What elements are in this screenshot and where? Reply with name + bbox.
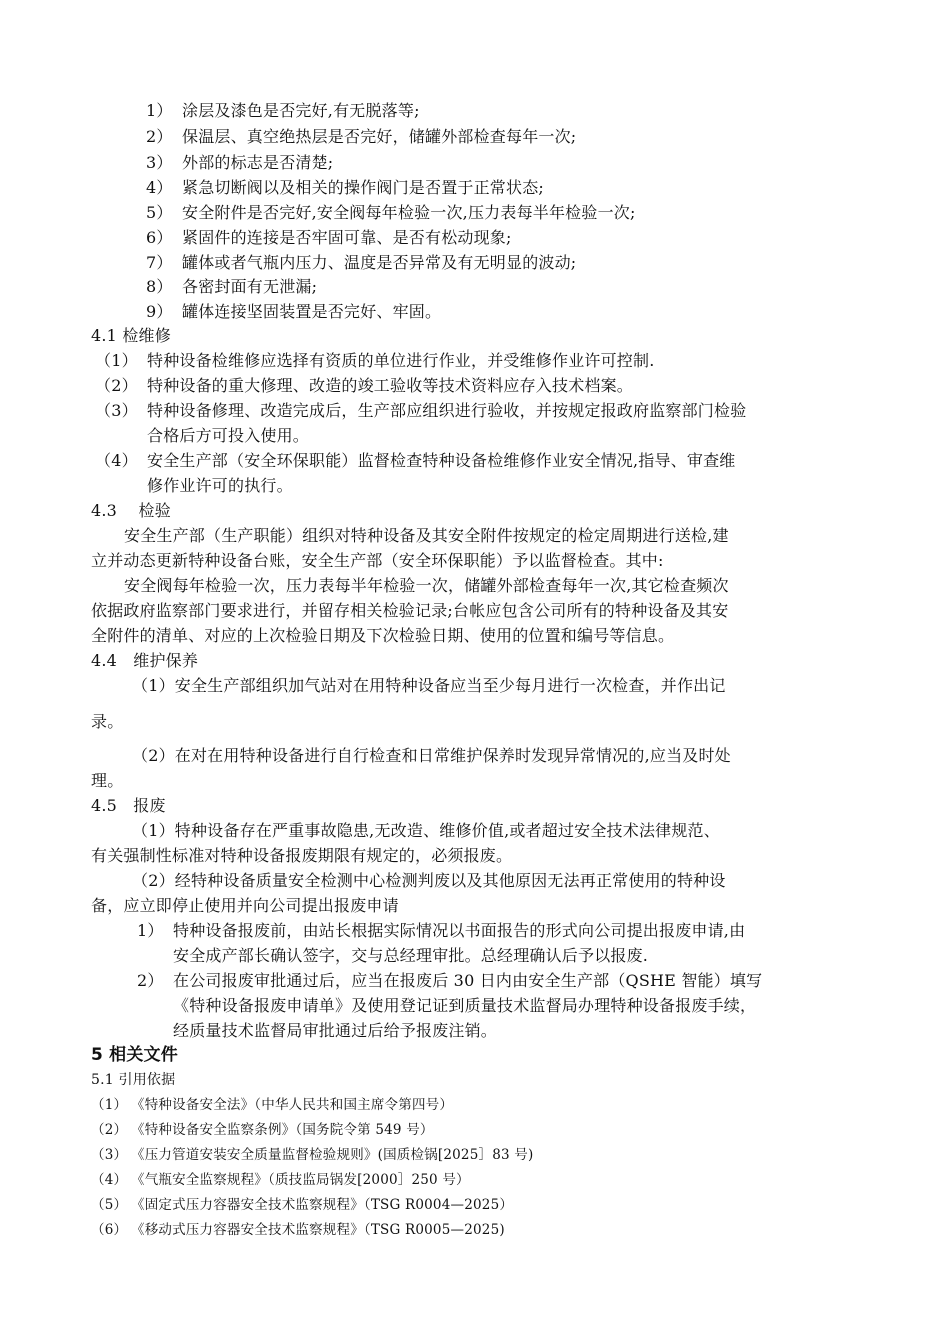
list-item: 2） 保温层、真空绝热层是否完好，储罐外部检查每年一次; <box>146 127 577 146</box>
section-heading: 5 相关文件 <box>91 1045 178 1065</box>
paragraph-line: 理。 <box>91 771 124 790</box>
reference-item: （4） 《气瓶安全监察规程》（质技监局锅发[2000］250 号） <box>91 1172 470 1188</box>
list-item-continuation: 安全成产部长确认签字，交与总经理审批。总经理确认后予以报废. <box>173 946 649 965</box>
list-item: 1） 涂层及漆色是否完好,有无脱落等; <box>146 101 420 120</box>
list-item: 8） 各密封面有无泄漏; <box>146 277 318 296</box>
list-item: （1） 特种设备检维修应选择有资质的单位进行作业，并受维修作业许可控制. <box>95 351 655 370</box>
paragraph-line: （2）经特种设备质量安全检测中心检测判废以及其他原因无法再正常使用的特种设 <box>132 871 726 890</box>
list-item-continuation: 经质量技术监督局审批通过后给予报废注销。 <box>173 1021 498 1040</box>
paragraph-line: （2）在对在用特种设备进行自行检查和日常维护保养时发现异常情况的,应当及时处 <box>132 746 731 765</box>
list-item: 4） 紧急切断阀以及相关的操作阀门是否置于正常状态; <box>146 178 544 197</box>
sub-heading: 5.1 引用依据 <box>91 1072 176 1088</box>
paragraph-line: 录。 <box>91 712 124 731</box>
list-item: 7） 罐体或者气瓶内压力、温度是否异常及有无明显的波动; <box>146 253 577 272</box>
list-item: 2） 在公司报废审批通过后，应当在报废后 30 日内由安全生产部（QSHE 智能）填写 <box>137 971 763 990</box>
paragraph-line: 安全生产部（生产职能）组织对特种设备及其安全附件按规定的检定周期进行送检,建 <box>124 526 729 545</box>
paragraph-line: 依据政府监察部门要求进行，并留存相关检验记录;台帐应包含公司所有的特种设备及其安 <box>91 601 729 620</box>
reference-item: （6） 《移动式压力容器安全技术监察规程》（TSG R0005—2025) <box>91 1222 505 1238</box>
list-item: 9） 罐体连接坚固装置是否完好、牢固。 <box>146 302 442 321</box>
list-item-continuation: 《特种设备报废申请单》及使用登记证到质量技术监督局办理特种设备报废手续， <box>173 996 757 1015</box>
list-item: （2） 特种设备的重大修理、改造的竣工验收等技术资料应存入技术档案。 <box>95 376 634 395</box>
paragraph-line: 安全阀每年检验一次，压力表每半年检验一次，储罐外部检查每年一次,其它检查频次 <box>124 576 729 595</box>
list-item: 3） 外部的标志是否清楚; <box>146 153 334 172</box>
paragraph-line: （1）安全生产部组织加气站对在用特种设备应当至少每月进行一次检查，并作出记 <box>132 676 726 695</box>
section-heading: 4.5 报废 <box>91 796 166 815</box>
list-item-continuation: 合格后方可投入使用。 <box>147 426 310 445</box>
reference-item: （5） 《固定式压力容器安全技术监察规程》（TSG R0004—2025） <box>91 1197 514 1213</box>
paragraph-line: 备，应立即停止使用并向公司提出报废申请 <box>91 896 399 915</box>
paragraph-line: 全附件的清单、对应的上次检验日期及下次检验日期、使用的位置和编号等信息。 <box>91 626 675 645</box>
paragraph-line: 立并动态更新特种设备台账，安全生产部（安全环保职能）予以监督检查。其中: <box>91 551 664 570</box>
paragraph-line: 有关强制性标准对特种设备报废期限有规定的，必须报废。 <box>91 846 513 865</box>
list-item: （4） 安全生产部（安全环保职能）监督检查特种设备检维修作业安全情况,指导、审查维 <box>95 451 736 470</box>
section-heading: 4.1 检维修 <box>91 326 171 345</box>
reference-item: （2） 《特种设备安全监察条例》（国务院令第 549 号） <box>91 1122 434 1138</box>
reference-item: （3） 《压力管道安装安全质量监督检验规则》(国质检锅[2025］83 号) <box>91 1147 534 1163</box>
list-item: 1） 特种设备报废前，由站长根据实际情况以书面报告的形式向公司提出报废申请,由 <box>137 921 746 940</box>
list-item: 6） 紧固件的连接是否牢固可靠、是否有松动现象; <box>146 228 512 247</box>
list-item: 5） 安全附件是否完好,安全阀每年检验一次,压力表每半年检验一次; <box>146 203 636 222</box>
list-item-continuation: 修作业许可的执行。 <box>147 476 293 495</box>
section-heading: 4.4 维护保养 <box>91 651 199 670</box>
paragraph-line: （1）特种设备存在严重事故隐患,无改造、维修价值,或者超过安全技术法律规范、 <box>132 821 720 840</box>
list-item: （3） 特种设备修理、改造完成后，生产部应组织进行验收，并按规定报政府监察部门检验 <box>95 401 747 420</box>
section-heading: 4.3 检验 <box>91 501 171 520</box>
reference-item: （1） 《特种设备安全法》（中华人民共和国主席令第四号） <box>91 1097 454 1113</box>
